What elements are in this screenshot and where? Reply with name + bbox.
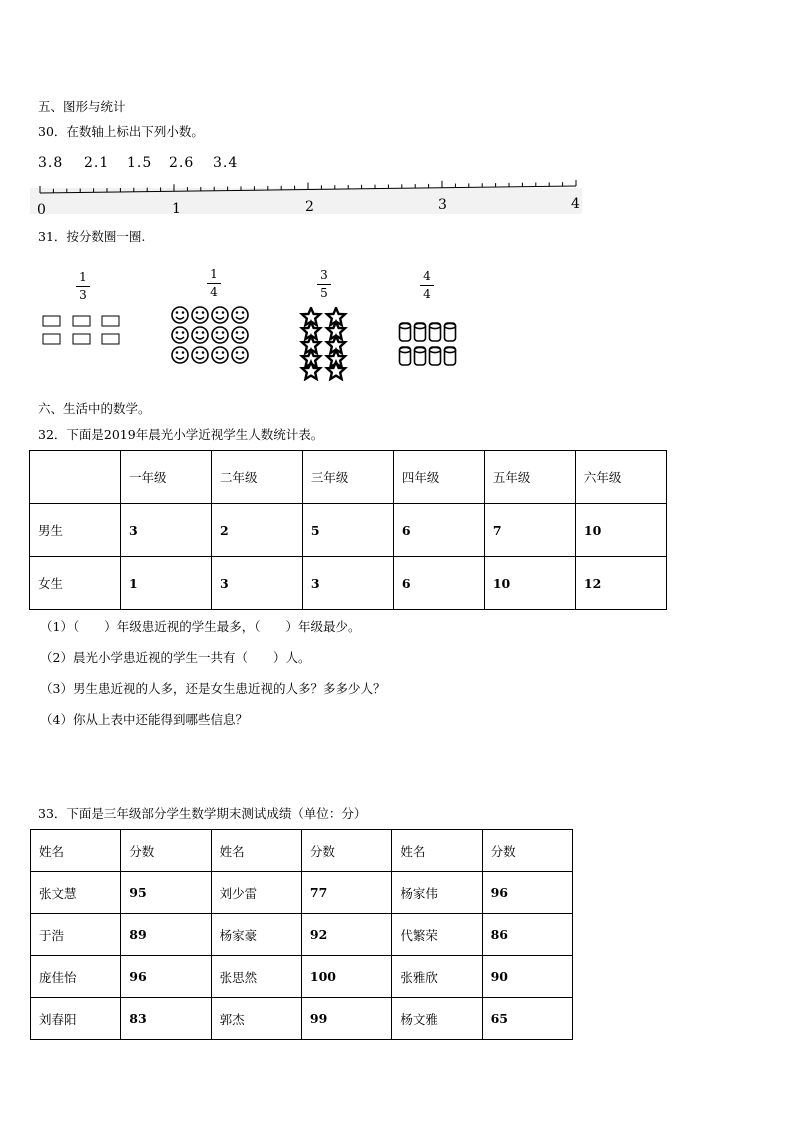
star-icon <box>302 362 320 379</box>
cylinder-icon <box>430 323 441 341</box>
smiley-icon <box>232 347 248 363</box>
table-header-cell: 分数 <box>482 830 572 872</box>
table-header-row <box>31 830 573 872</box>
axis-label: 1 <box>172 201 181 217</box>
table-header-cell: 分数 <box>301 830 391 872</box>
table-row <box>30 557 667 610</box>
student-score: 95 <box>121 872 211 914</box>
fraction-numerator: 3 <box>320 268 328 282</box>
score-table <box>30 829 573 1040</box>
student-score: 90 <box>482 956 572 998</box>
student-name: 张文慧 <box>31 872 121 914</box>
table-header-cell: 二年级 <box>211 451 302 504</box>
question-32-title: 32．下面是2019年晨光小学近视学生人数统计表。 <box>38 427 324 442</box>
question-30-title: 30．在数轴上标出下列小数。 <box>38 124 204 139</box>
table-header-cell: 姓名 <box>392 830 482 872</box>
fraction <box>314 269 334 300</box>
smiley-icon <box>192 347 208 363</box>
student-score: 65 <box>482 998 572 1040</box>
cylinder-icon <box>430 347 441 365</box>
table-cell: 6 <box>393 504 484 557</box>
table-header-cell: 姓名 <box>211 830 301 872</box>
fraction <box>73 271 93 302</box>
student-name: 杨文雅 <box>392 998 482 1040</box>
decimal-number: 3.8 <box>38 155 64 171</box>
question-33-title: 33．下面是三年级部分学生数学期末测试成绩（单位：分） <box>38 806 367 821</box>
student-name: 于浩 <box>31 914 121 956</box>
fraction-denominator: 3 <box>79 288 87 302</box>
sub-question: （1）（ ）年级患近视的学生最多，（ ）年级最少。 <box>40 619 361 634</box>
smiley-icon <box>192 307 208 323</box>
sub-question: （2）晨光小学患近视的学生一共有（ ）人。 <box>40 650 311 665</box>
axis-label: 0 <box>37 202 46 218</box>
rectangle-shape <box>102 316 119 326</box>
table-cell: 10 <box>575 504 666 557</box>
student-name: 刘春阳 <box>31 998 121 1040</box>
fraction-bar <box>420 285 434 286</box>
cylinder-icon <box>400 347 411 365</box>
table-header-cell: 四年级 <box>393 451 484 504</box>
row-label: 男生 <box>30 504 121 557</box>
fraction-numerator: 4 <box>423 269 431 283</box>
student-name: 刘少雷 <box>211 872 301 914</box>
table-cell: 3 <box>120 504 211 557</box>
smiley-icon <box>212 307 228 323</box>
table-cell: 3 <box>211 557 302 610</box>
student-score: 77 <box>301 872 391 914</box>
fraction-denominator: 4 <box>423 287 431 301</box>
student-score: 86 <box>482 914 572 956</box>
table-header-cell: 六年级 <box>575 451 666 504</box>
student-name: 杨家伟 <box>392 872 482 914</box>
sub-question: （4）你从上表中还能得到哪些信息？ <box>40 712 248 727</box>
rectangle-shape <box>102 334 119 344</box>
rectangle-shape <box>43 316 60 326</box>
table-cell: 7 <box>484 504 575 557</box>
decimal-number: 1.5 <box>127 155 153 171</box>
table-cell: 3 <box>302 557 393 610</box>
cylinder-icon <box>445 347 456 365</box>
axis-label: 3 <box>438 197 447 213</box>
fraction-denominator: 4 <box>210 285 218 299</box>
table-row <box>31 914 573 956</box>
sub-question: （3）男生患近视的人多，还是女生患近视的人多？多多少人？ <box>40 681 386 696</box>
smiley-icon <box>172 347 188 363</box>
cylinder-icon <box>415 347 426 365</box>
table-header-row <box>30 451 667 504</box>
student-name: 郭杰 <box>211 998 301 1040</box>
student-score: 96 <box>121 956 211 998</box>
table-cell: 12 <box>575 557 666 610</box>
cylinder-icon <box>445 323 456 341</box>
rectangle-shape <box>43 334 60 344</box>
table-cell: 10 <box>484 557 575 610</box>
fraction-bar <box>317 284 331 285</box>
rectangle-shape <box>73 316 90 326</box>
student-score: 96 <box>482 872 572 914</box>
table-header-cell: 五年级 <box>484 451 575 504</box>
number-line <box>30 180 590 220</box>
decimal-number: 2.6 <box>169 155 195 171</box>
fraction-bar <box>76 286 90 287</box>
table-header-cell: 姓名 <box>31 830 121 872</box>
smiley-icon <box>212 347 228 363</box>
fraction <box>204 268 224 299</box>
smiley-group <box>168 304 252 366</box>
decimal-number: 3.4 <box>213 155 239 171</box>
rectangle-shape <box>73 334 90 344</box>
table-row <box>31 872 573 914</box>
student-score: 83 <box>121 998 211 1040</box>
table-header-cell: 一年级 <box>120 451 211 504</box>
rectangle-group <box>42 314 124 348</box>
smiley-icon <box>172 327 188 343</box>
section-title: 五、图形与统计 <box>38 99 126 114</box>
table-cell: 5 <box>302 504 393 557</box>
myopia-table <box>29 450 667 610</box>
smiley-icon <box>192 327 208 343</box>
fraction-bar <box>207 283 221 284</box>
star-group <box>296 307 352 381</box>
table-row <box>31 998 573 1040</box>
table-cell: 1 <box>120 557 211 610</box>
student-score: 99 <box>301 998 391 1040</box>
section-title: 六、生活中的数学。 <box>38 401 151 416</box>
smiley-icon <box>232 327 248 343</box>
cylinder-icon <box>415 323 426 341</box>
smiley-icon <box>232 307 248 323</box>
student-name: 代繁荣 <box>392 914 482 956</box>
fraction-numerator: 1 <box>79 270 87 284</box>
student-name: 杨家豪 <box>211 914 301 956</box>
table-row <box>31 956 573 998</box>
row-label: 女生 <box>30 557 121 610</box>
student-name: 张雅欣 <box>392 956 482 998</box>
student-name: 张思然 <box>211 956 301 998</box>
student-name: 庞佳怡 <box>31 956 121 998</box>
question-31-title: 31．按分数圈一圈. <box>38 229 146 244</box>
table-header-cell: 分数 <box>121 830 211 872</box>
table-cell: 2 <box>211 504 302 557</box>
table-header-cell <box>30 451 121 504</box>
decimal-number: 2.1 <box>84 155 110 171</box>
student-score: 92 <box>301 914 391 956</box>
student-score: 89 <box>121 914 211 956</box>
fraction-numerator: 1 <box>210 267 218 281</box>
fraction-denominator: 5 <box>320 286 328 300</box>
table-cell: 6 <box>393 557 484 610</box>
table-row <box>30 504 667 557</box>
table-header-cell: 三年级 <box>302 451 393 504</box>
student-score: 100 <box>301 956 391 998</box>
cylinder-group <box>396 320 462 370</box>
axis-label: 2 <box>305 199 314 215</box>
smiley-icon <box>172 307 188 323</box>
fraction <box>417 270 437 301</box>
axis-label: 4 <box>571 196 580 212</box>
decimal-list <box>38 155 298 175</box>
star-icon <box>327 362 345 379</box>
cylinder-icon <box>400 323 411 341</box>
smiley-icon <box>212 327 228 343</box>
